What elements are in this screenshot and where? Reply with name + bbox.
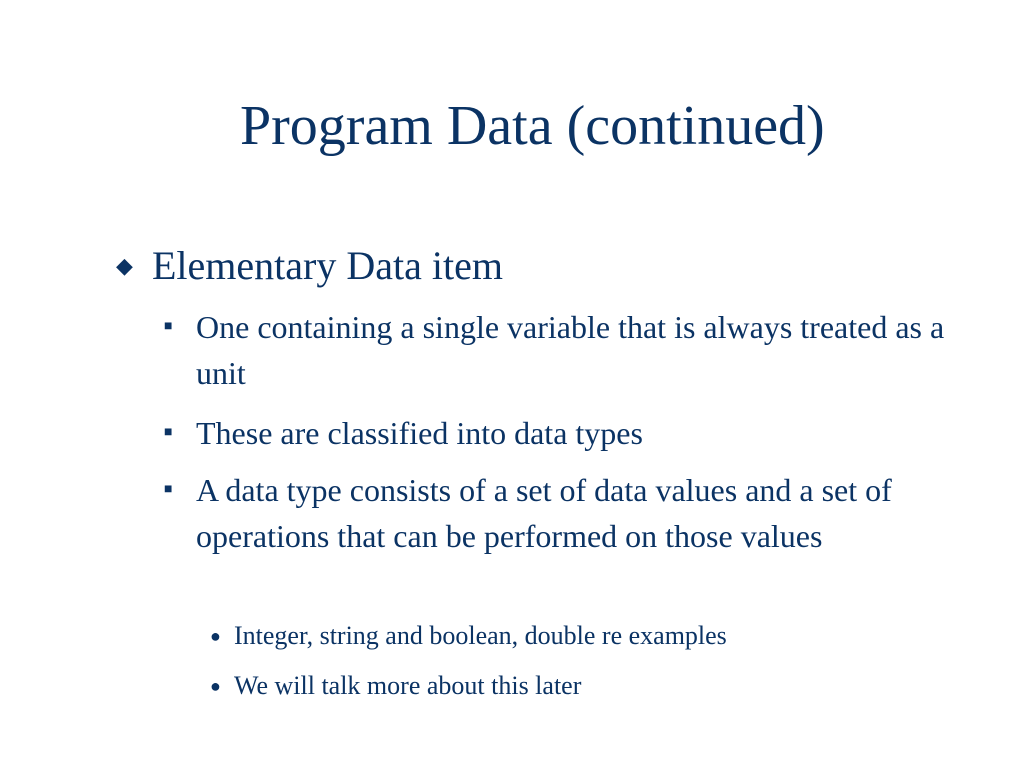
square-bullet-icon: ■ (164, 482, 173, 497)
bullet-text: One containing a single variable that is always treated as a unit (196, 309, 945, 391)
diamond-bullet-icon: ◆ (116, 253, 133, 278)
bullet-level2 (164, 467, 986, 559)
bullet-text: Elementary Data item (152, 243, 503, 288)
bullet-text: We will talk more about this later (234, 671, 582, 700)
dot-bullet-icon: ● (210, 676, 221, 696)
bullet-level2 (164, 410, 986, 456)
bullet-level2 (164, 304, 986, 396)
bullet-text: A data type consists of a set of data values and a set of operations that can be performed on those values (196, 472, 892, 554)
bullet-level3 (210, 668, 994, 704)
bullet-level3 (210, 618, 994, 654)
slide-title: Program Data (continued) (240, 95, 825, 157)
dot-bullet-icon: ● (210, 626, 221, 646)
square-bullet-icon: ■ (164, 319, 173, 334)
square-bullet-icon: ■ (164, 425, 173, 440)
bullet-text: These are classified into data types (196, 415, 643, 451)
bullet-level1 (116, 242, 503, 290)
bullet-text: Integer, string and boolean, double re examples (234, 621, 727, 650)
